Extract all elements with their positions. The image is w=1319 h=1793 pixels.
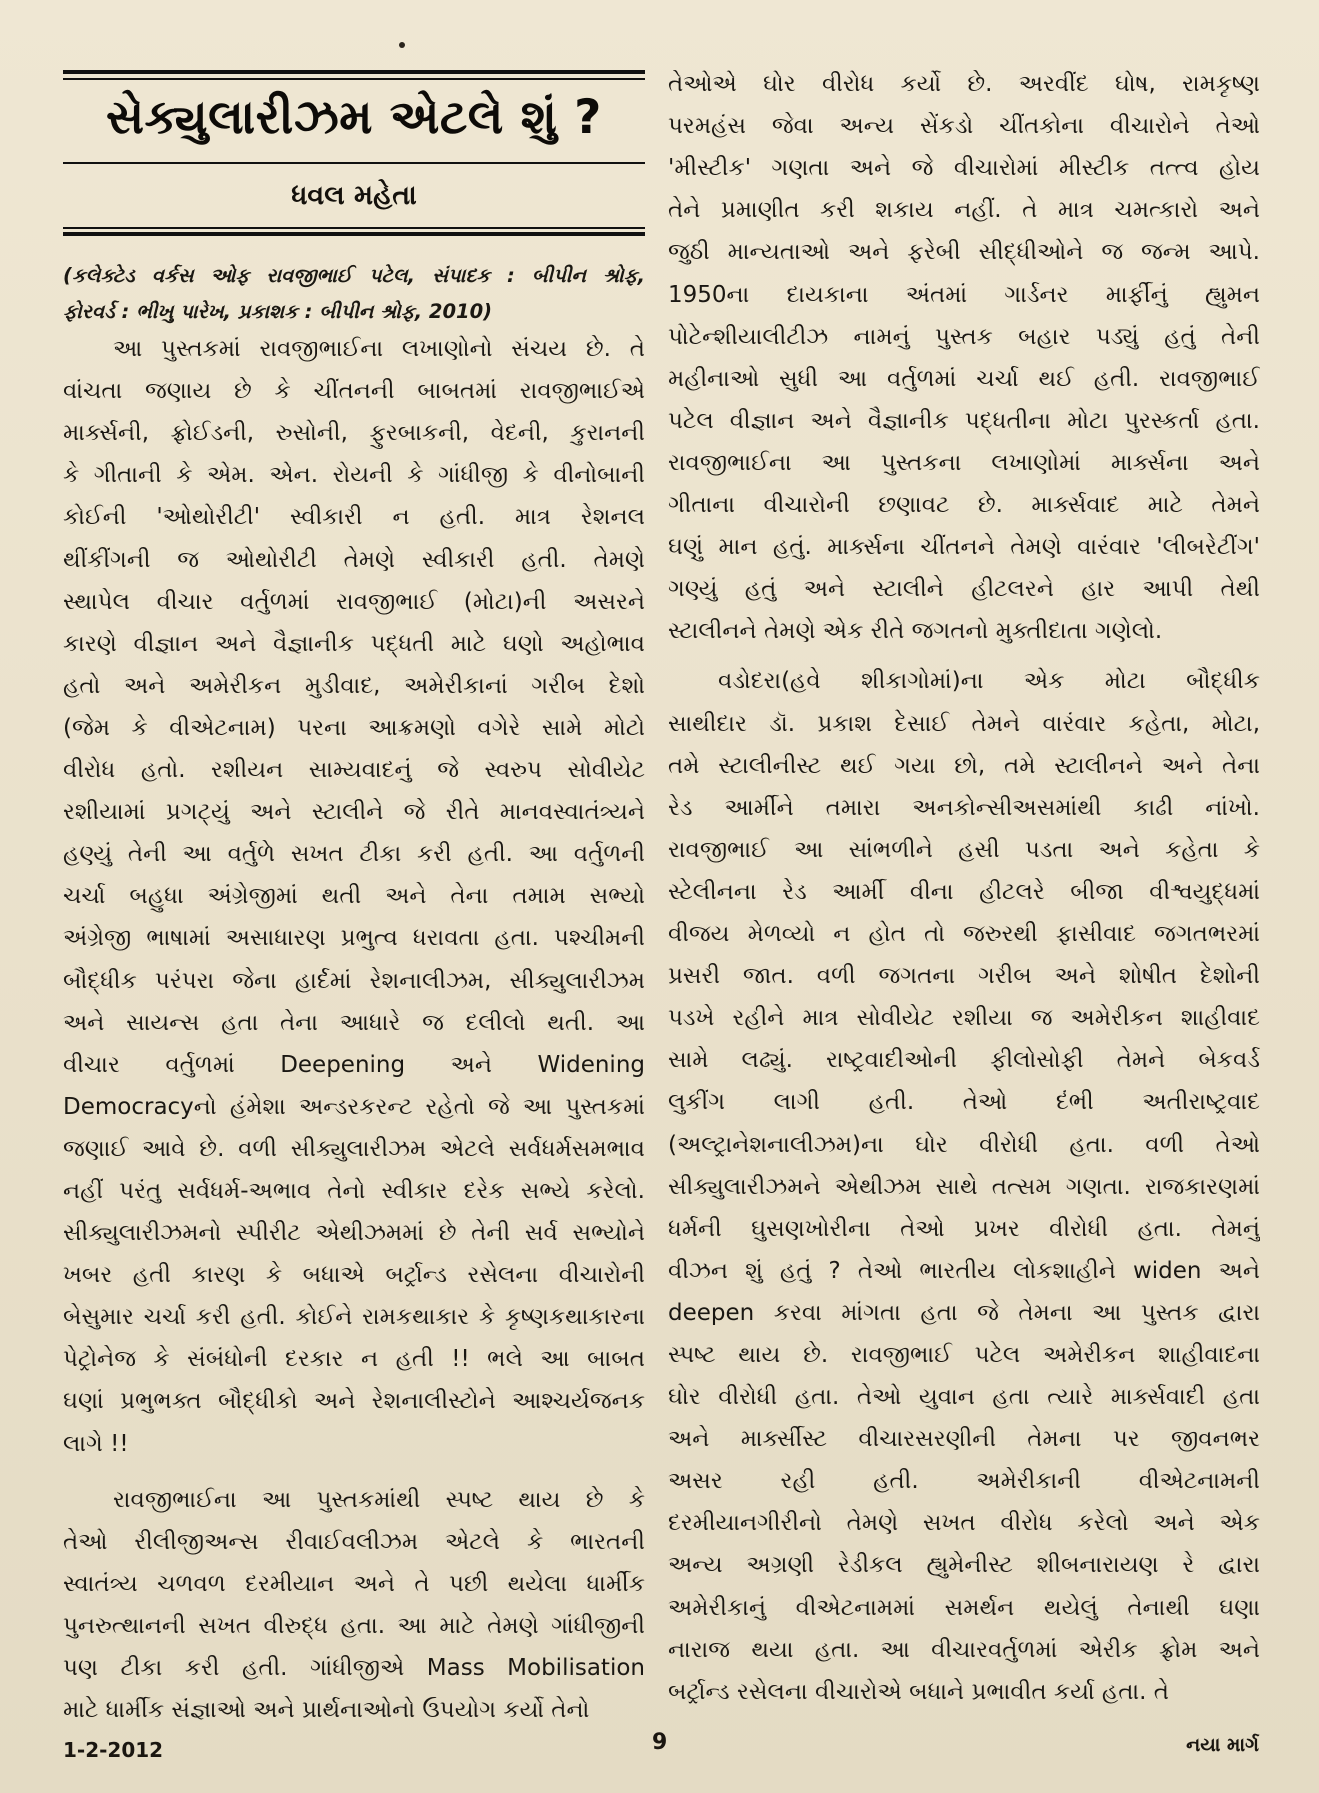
text-line: અંગ્રેજી ભાષામાં અસાધારણ પ્રભુત્વ ધરાવતા હતા. પશ્ચીમની xyxy=(63,925,645,951)
text-line: નહીં પરંતુ સર્વધર્મ-અભાવ તેનો સ્વીકાર દરેક સભ્યે કરેલો. xyxy=(63,1178,645,1204)
text-line: હણ્યું તેની આ વર્તુળે સખત ટીકા કરી હતી. આ વર્તુળની xyxy=(63,841,645,867)
text-line: બર્ટ્રાન્ડ રસેલના વીચારોએ બધાને પ્રભાવીત કર્યા હતા. તે xyxy=(668,1679,1170,1705)
text-line: રાવજીભાઈના આ પુસ્તકના લખાણોમાં માર્ક્સના અને xyxy=(668,450,1260,476)
text-line: (અલ્ટ્રાનેશનાલીઝમ)ના ઘોર વીરોધી હતા. વળી તેઓ xyxy=(668,1132,1260,1158)
text-line: કે ગીતાની કે એમ. એન. રોયની કે ગાંધીજી કે વીનોબાની xyxy=(63,462,645,488)
text-line: સ્પષ્ટ થાય છે. રાવજીભાઈ પટેલ અમેરીકન શાહીવાદના xyxy=(668,1342,1260,1368)
text-line: ખબર હતી કારણ કે બધાએ બર્ટ્રાન્ડ રસેલના વીચારોની xyxy=(63,1262,645,1288)
text-line: લુકીંગ લાગી હતી. તેઓ દંભી અતીરાષ્ટ્રવાદ xyxy=(668,1089,1260,1115)
author-rule xyxy=(63,232,645,236)
text-line: તેને પ્રમાણીત કરી શકાય નહીં. તે માત્ર ચમત્કારો અને xyxy=(668,197,1260,223)
text-line: અને માર્ક્સીસ્ટ વીચારસરણીની તેમના પર જીવનભર xyxy=(668,1426,1260,1452)
text-line: બૌદ્ધીક પરંપરા જેના હાર્દમાં રેશનાલીઝમ, સીક્યુલારીઝમ xyxy=(63,968,645,994)
title-top-rule-thin xyxy=(63,78,645,80)
author-rule-thin xyxy=(63,227,645,229)
text-line: પટેલ વીજ્ઞાન અને વૈજ્ઞાનીક પદ્ધતીના મોટા પુરસ્કર્તા હતા. xyxy=(668,408,1260,434)
text-line: સ્ટાલીનને તેમણે એક રીતે જગતનો મુક્તીદાતા ગણેલો. xyxy=(668,618,1163,644)
credit-line: ફોરવર્ડ : ભીખુ પારેખ, પ્રકાશક : બીપીન શ્રોફ, 2010) xyxy=(63,300,493,323)
text-line: રાવજીભાઈ આ સાંભળીને હસી પડતા અને કહેતા કે xyxy=(668,837,1260,863)
text-line: માટે ધાર્મીક સંજ્ઞાઓ અને પ્રાર્થનાઓનો ઉપયોગ કર્યો તેનો xyxy=(63,1697,590,1723)
text-line: રાવજીભાઈના આ પુસ્તકમાંથી સ્પષ્ટ થાય છે કે xyxy=(113,1487,645,1513)
text-line: વાંચતા જણાય છે કે ચીંતનની બાબતમાં રાવજીભાઈએ xyxy=(63,378,645,404)
text-line: કારણે વીજ્ઞાન અને વૈજ્ઞાનીક પદ્ધતી માટે ઘણો અહોભાવ xyxy=(63,631,645,657)
text-line: સીક્યુલારીઝમનો સ્પીરીટ એથીઝમમાં છે તેની સર્વ સભ્યોને xyxy=(63,1220,645,1246)
text-line: સ્થાપેલ વીચાર વર્તુળમાં રાવજીભાઈ (મોટા)ની અસરને xyxy=(63,589,645,615)
text-line: સ્વાતંત્ર્ય ચળવળ દરમીયાન અને તે પછી થયેલા ધાર્મીક xyxy=(63,1571,645,1597)
journal-name: નયા માર્ગ xyxy=(1186,1734,1259,1756)
text-line: Democracyનો હંમેશા અન્ડરકરન્ટ રહેતો જે આ પુસ્તકમાં xyxy=(63,1094,645,1120)
text-line: ગીતાના વીચારોની છણાવટ છે. માર્ક્સવાદ માટે તેમને xyxy=(668,492,1260,518)
text-line: હતો અને અમેરીકન મુડીવાદ, અમેરીકાનાં ગરીબ દેશો xyxy=(63,673,645,699)
text-line: ધર્મની ઘુસણખોરીના તેઓ પ્રખર વીરોધી હતા. તેમનું xyxy=(668,1216,1260,1242)
text-line: મહીનાઓ સુધી આ વર્તુળમાં ચર્ચા થઈ હતી. રાવજીભાઈ xyxy=(668,366,1260,392)
text-line: વડોદરા(હવે શીકાગોમાં)ના એક મોટા બૌદ્ધીક xyxy=(718,668,1260,694)
text-line: થીંકીંગની જ ઓથોરીટી તેમણે સ્વીકારી હતી. તેમણે xyxy=(63,547,645,573)
text-line: સામે લઢ્યું. રાષ્ટ્રવાદીઓની ફીલોસોફી તેમને બેકવર્ડ xyxy=(668,1047,1260,1073)
text-line: જણાઈ આવે છે. વળી સીક્યુલારીઝમ એટલે સર્વધર્મસમભાવ xyxy=(63,1136,645,1162)
text-line: અને સાયન્સ હતા તેના આધારે જ દલીલો થતી. આ xyxy=(63,1010,645,1036)
text-line: લાગે !! xyxy=(63,1431,129,1457)
credit-line: (કલેક્ટેડ વર્કસ ઓફ રાવજીભાઈ પટેલ, સંપાદક : બીપીન શ્રોફ, xyxy=(63,264,645,287)
text-line: ઘણું માન હતું. માર્ક્સના ચીંતનને તેમણે વારંવાર 'લીબરેટીંગ' xyxy=(668,534,1260,560)
text-line: જુઠી માન્યતાઓ અને ફરેબી સીદ્ધીઓને જ જન્મ આપે. xyxy=(668,239,1260,265)
issue-date: 1-2-2012 xyxy=(63,1738,164,1762)
text-line: બેસુમાર ચર્ચા કરી હતી. કોઈને રામકથાકાર કે કૃષ્ણકથાકારના xyxy=(63,1304,645,1330)
text-line: વીચાર વર્તુળમાં Deepening અને Widening xyxy=(63,1052,645,1078)
text-line: સ્ટેલીનના રેડ આર્મી વીના હીટલરે બીજા વીશ્વયુદ્ધમાં xyxy=(668,879,1260,905)
text-line: નારાજ થયા હતા. આ વીચારવર્તુળમાં એરીક ફ્રોમ અને xyxy=(668,1637,1260,1663)
text-line: કોઈની 'ઓથોરીટી' સ્વીકારી ન હતી. માત્ર રેશનલ xyxy=(63,504,645,530)
text-line: સાથીદાર ડૉ. પ્રકાશ દેસાઈ તેમને વારંવાર કહેતા, મોટા, xyxy=(668,711,1260,737)
text-line: આ પુસ્તકમાં રાવજીભાઈના લખાણોનો સંચય છે. તે xyxy=(113,336,645,362)
text-line: 'મીસ્ટીક' ગણતા અને જે વીચારોમાં મીસ્ટીક તત્ત્વ હોય xyxy=(668,155,1260,181)
title-mid-rule xyxy=(63,162,645,164)
text-line: દરમીયાનગીરીનો તેમણે સખત વીરોધ કરેલો અને એક xyxy=(668,1510,1260,1536)
text-line: ઘણાં પ્રભુભક્ત બૌદ્ધીકો અને રેશનાલીસ્ટોને આશ્ચર્યજનક xyxy=(63,1388,645,1414)
text-line: અસર રહી હતી. અમેરીકાની વીએટનામની xyxy=(668,1468,1260,1494)
title-top-rule xyxy=(63,70,645,74)
text-line: ચર્ચા બહુધા અંગ્રેજીમાં થતી અને તેના તમામ સભ્યો xyxy=(63,883,645,909)
text-line: પણ ટીકા કરી હતી. ગાંધીજીએ Mass Mobilisation xyxy=(63,1655,645,1681)
article-author: ધવલ મહેતા xyxy=(291,180,417,211)
text-line: રશીયામાં પ્રગટ્યું અને સ્ટાલીને જે રીતે માનવસ્વાતંત્ર્યને xyxy=(63,799,645,825)
text-line: પોટેન્શીયાલીટીઝ નામનું પુસ્તક બહાર પડ્યું હતું તેની xyxy=(668,324,1260,350)
text-line: અન્ય અગ્રણી રેડીકલ હ્યુમેનીસ્ટ શીબનારાયણ રે દ્વારા xyxy=(668,1552,1260,1578)
text-line: તેઓએ ઘોર વીરોધ કર્યો છે. અરવીંદ ઘોષ, રામકૃષ્ણ xyxy=(668,71,1260,97)
text-line: પડખે રહીને માત્ર સોવીયેટ રશીયા જ અમેરીકન શાહીવાદ xyxy=(668,1005,1260,1031)
print-speck xyxy=(399,42,405,48)
text-line: અમેરીકાનું વીએટનામમાં સમર્થન થયેલું તેનાથી ઘણા xyxy=(668,1595,1260,1621)
text-line: વીરોધ હતો. રશીયન સામ્યવાદનું જે સ્વરુપ સોવીયેટ xyxy=(63,757,645,783)
book-credit xyxy=(63,258,645,330)
text-line: પ્રસરી જાત. વળી જગતના ગરીબ અને શોષીત દેશોની xyxy=(668,963,1260,989)
article-title: સેક્યુલારીઝમ એટલે શું ? xyxy=(106,90,602,145)
text-line: વીઝન શું હતું ? તેઓ ભારતીય લોકશાહીને widen અને xyxy=(668,1258,1260,1284)
text-line: વીજય મેળવ્યો ન હોત તો જરુરથી ફાસીવાદ જગતભરમાં xyxy=(668,921,1260,947)
text-line: પુનરુત્થાનની સખત વીરુદ્ધ હતા. આ માટે તેમણે ગાંધીજીની xyxy=(63,1613,645,1639)
text-line: પેટ્રોનેજ કે સંબંધોની દરકાર ન હતી !! ભલે આ બાબત xyxy=(63,1346,645,1372)
text-line: સીક્યુલારીઝમને એથીઝમ સાથે તત્સમ ગણતા. રાજકારણમાં xyxy=(668,1174,1260,1200)
text-line: (જેમ કે વીએટનામ) પરના આક્રમણો વગેરે સામે મોટો xyxy=(63,715,645,741)
text-line: માર્ક્સની, ફ્રોઈડની, રુસોની, ફુરબાકની, વેદની, કુરાનની xyxy=(63,420,645,446)
text-line: ઘોર વીરોધી હતા. તેઓ યુવાન હતા ત્યારે માર્ક્સવાદી હતા xyxy=(668,1384,1260,1410)
text-line: deepen કરવા માંગતા હતા જે તેમના આ પુસ્તક દ્વારા xyxy=(668,1300,1260,1326)
text-line: ગણ્યું હતું અને સ્ટાલીને હીટલરને હાર આપી તેથી xyxy=(668,576,1260,602)
text-line: પરમહંસ જેવા અન્ય સેંકડો ચીંતકોના વીચારોને તેઓ xyxy=(668,113,1260,139)
text-line: 1950ના દાયકાના અંતમાં ગાર્ડનર માર્ફીનું હ્યુમન xyxy=(668,282,1260,308)
page-number: 9 xyxy=(652,1730,668,1755)
text-line: તેઓ રીલીજીઅન્સ રીવાઈવલીઝમ એટલે કે ભારતની xyxy=(63,1529,645,1555)
text-line: તમે સ્ટાલીનીસ્ટ થઈ ગયા છો, તમે સ્ટાલીનને અને તેના xyxy=(668,753,1260,779)
text-line: રેડ આર્મીને તમારા અનકોન્સીઅસમાંથી કાઢી નાંખો. xyxy=(668,795,1260,821)
